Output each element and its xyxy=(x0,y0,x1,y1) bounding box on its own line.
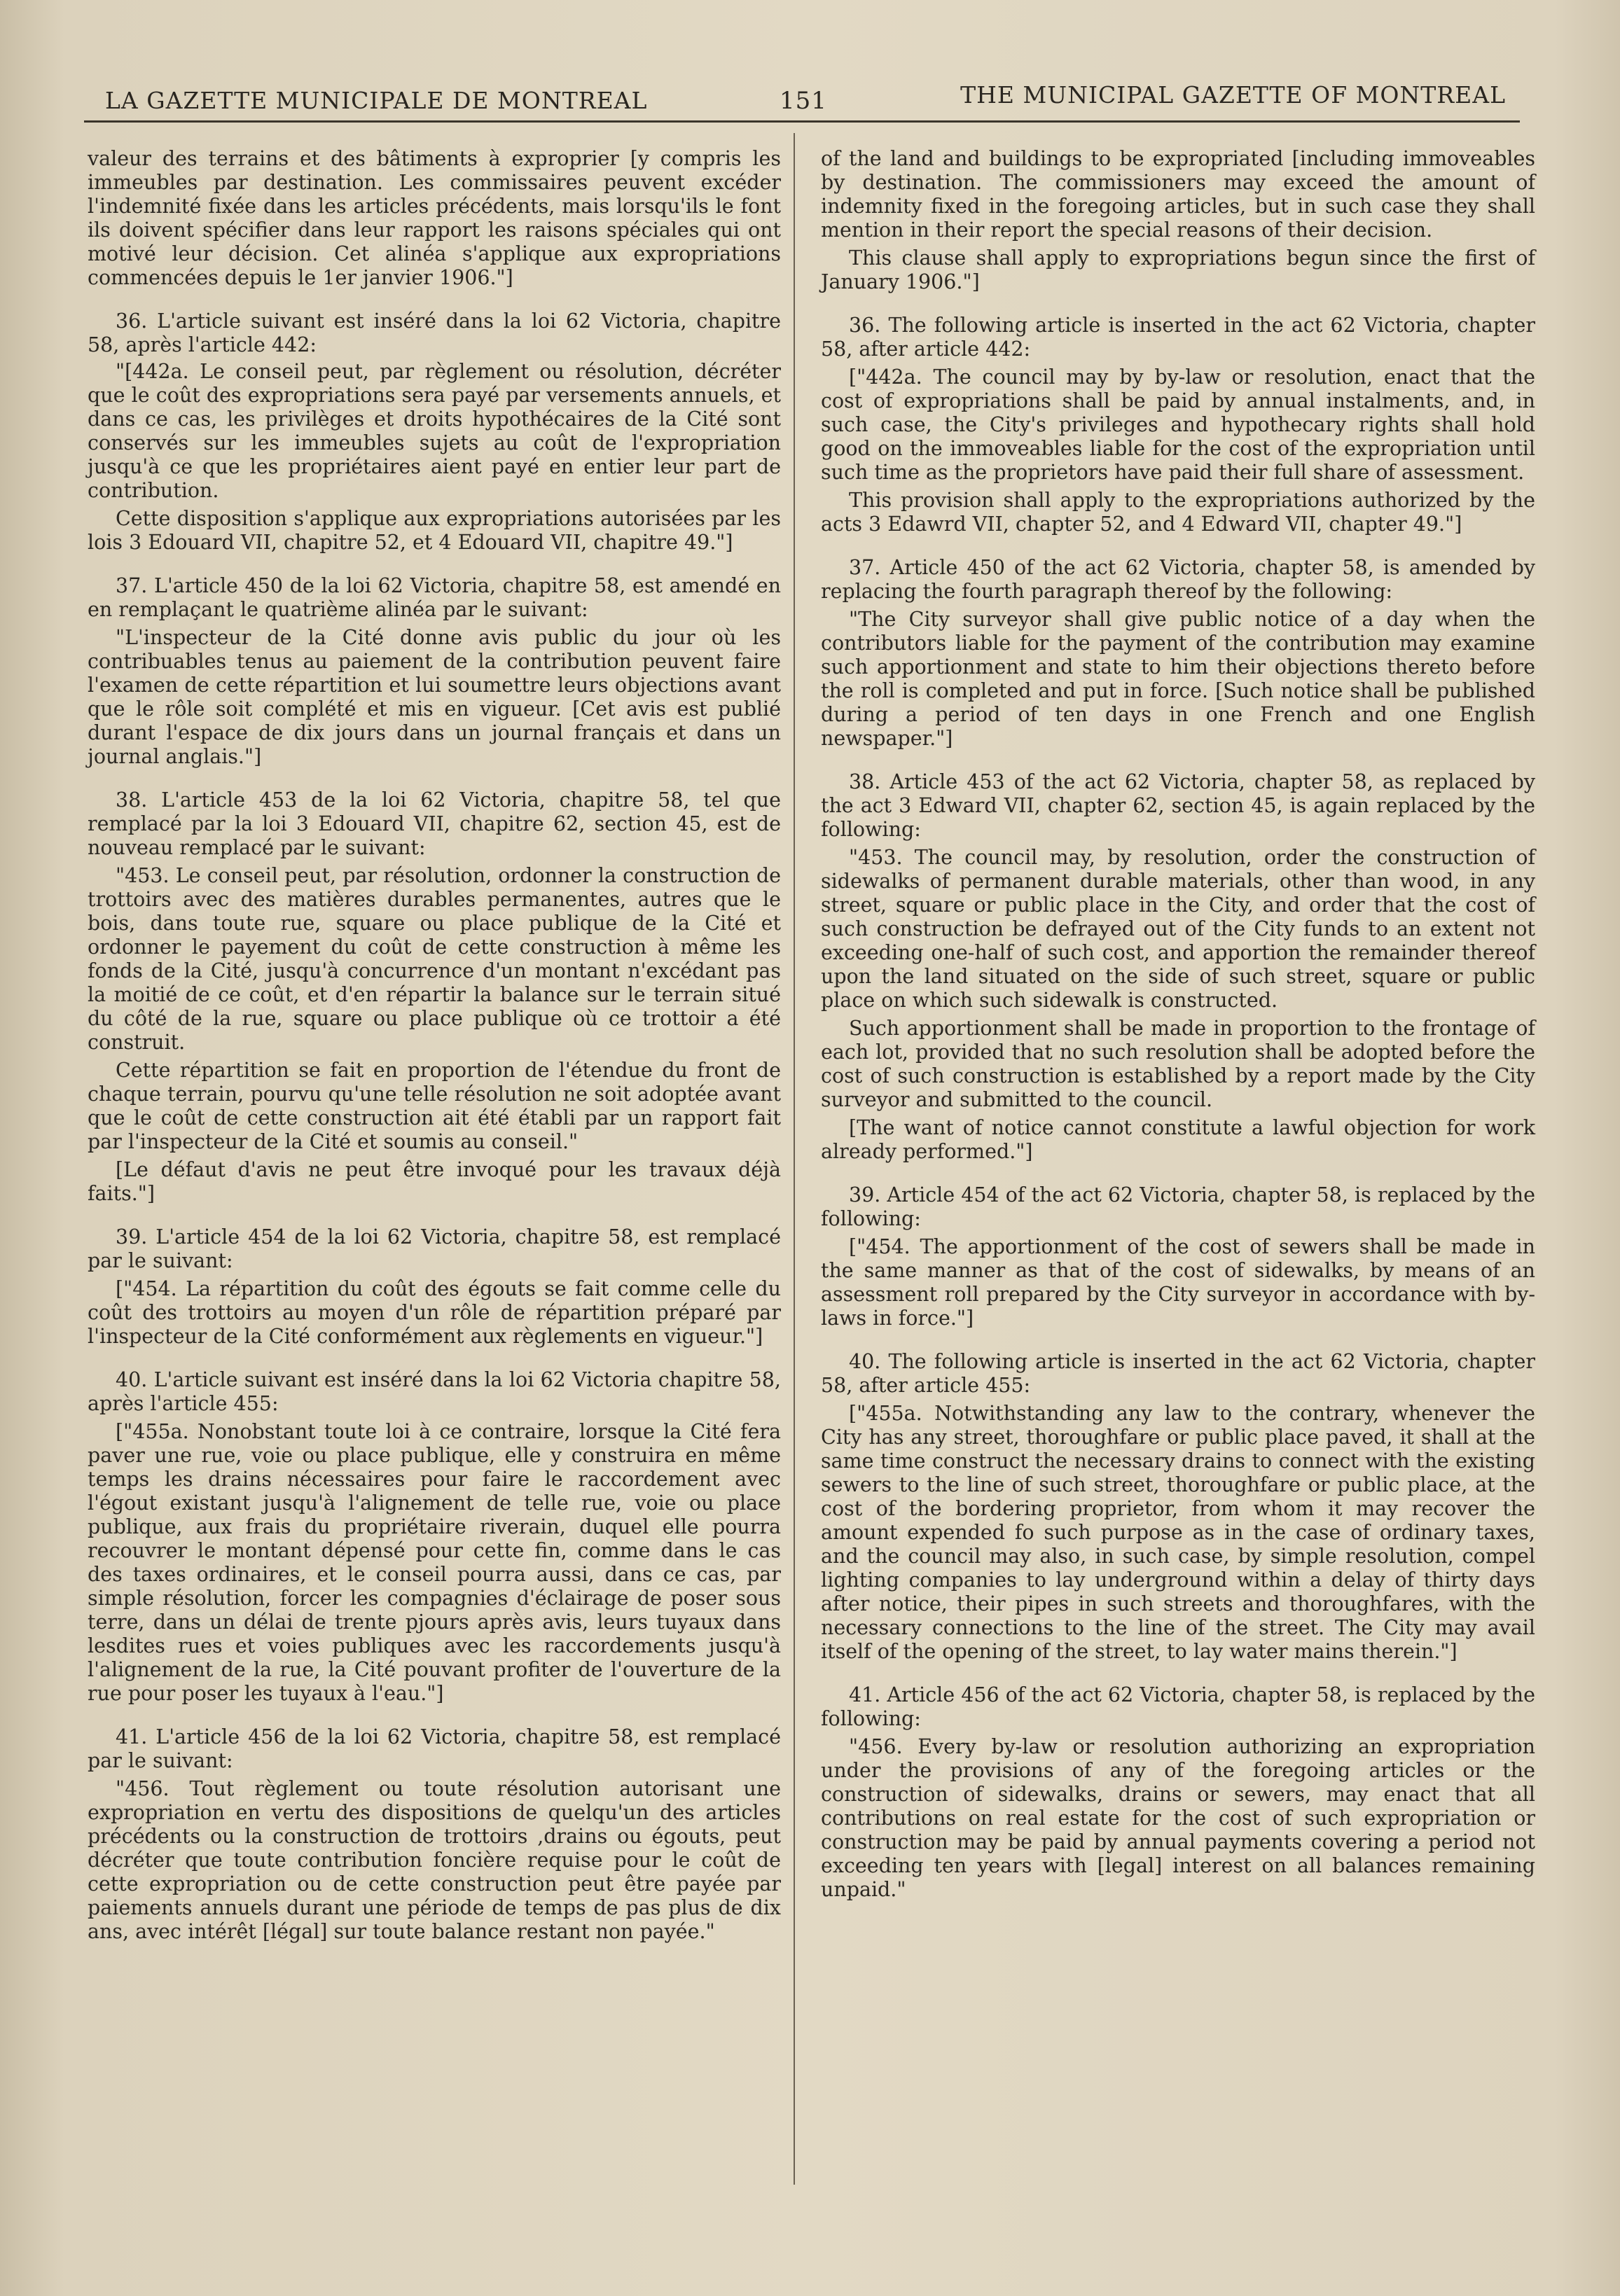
french-column xyxy=(88,147,781,1963)
english-paragraph: ["455a. Notwithstanding any law to the contrary, whenever the City has any street, thoroughfare or public place paved, it shall at the same time construct the necessary drains to connect with the existing sewers to the line of such street, thoroughfare or public place, at the cost of the bordering proprietor, from whom it may recover the amount expended fo such purpose as in the case of ordinary taxes, and the council may also, in such case, by simple resolution, compel lighting companies to lay underground within a delay of thirty days after notice, their pipes in such streets and thoroughfares, with the necessary connections to the line of the street. The City may avail itself of the opening of the street, to lay water mains therein."] xyxy=(821,1402,1535,1663)
french-paragraph: ["454. La répartition du coût des égouts se fait comme celle du coût des trottoirs au moyen d'un rôle de répartition préparé par l'inspecteur de la Cité conformément aux règlements en vigueur."] xyxy=(88,1277,781,1348)
column-divider xyxy=(794,133,795,2185)
french-paragraph: "453. Le conseil peut, par résolution, ordonner la construction de trottoirs avec des matières durables permanentes, autres que le bois, dans toute rue, square ou place publique de la Cité et ordonner le payement du coût de cette construction à même les fonds de la Cité, jusqu'à concurrence d'un montant n'excédant pas la moitié de ce coût, et d'en répartir la balance sur le terrain situé du côté de la rue, square ou place publique où ce trottoir a été construit. xyxy=(88,864,781,1054)
header-french-title: LA GAZETTE MUNICIPALE DE MONTREAL xyxy=(105,87,648,114)
english-paragraph: [The want of notice cannot constitute a lawful objection for work already performed."] xyxy=(821,1116,1535,1163)
english-paragraph: This provision shall apply to the expropriations authorized by the acts 3 Edawrd VII, chapter 52, and 4 Edward VII, chapter 49."] xyxy=(821,489,1535,536)
english-paragraph: ["454. The apportionment of the cost of sewers shall be made in the same manner as that of the cost of sidewalks, by means of an assessment roll prepared by the City surveyor in accordance with by-laws in force."] xyxy=(821,1235,1535,1330)
french-section-38: 38. L'article 453 de la loi 62 Victoria, chapitre 58, tel que remplacé par la loi 3 Edouard VII, chapitre 62, section 45, est de nouveau remplacé par le suivant: xyxy=(88,788,781,859)
french-paragraph: "L'inspecteur de la Cité donne avis public du jour où les contribuables tenus au paiement de la contribution peuvent faire l'examen de cette répartition et lui soumettre leurs objections avant que le rôle soit complété et mis en vigueur. [Cet avis est publié durant l'espace de dix jours dans un journal français et dans un journal anglais."] xyxy=(88,626,781,768)
header-english-title: THE MUNICIPAL GAZETTE OF MONTREAL xyxy=(960,81,1506,109)
english-paragraph: "453. The council may, by resolution, order the construction of sidewalks of permanent durable materials, other than wood, in any street, square or public place in the City, and order that the cost of such construction be defrayed out of the City funds to an extent not exceeding one-half of such cost, and apportion the remainder thereof upon the land situated on the side of such street, square or public place on which such sidewalk is constructed. xyxy=(821,846,1535,1012)
english-section-41: 41. Article 456 of the act 62 Victoria, chapter 58, is replaced by the following: xyxy=(821,1683,1535,1730)
french-paragraph: valeur des terrains et des bâtiments à exproprier [y compris les immeubles par destination. Les commissaires peuvent excéder l'indemnité fixée dans les articles précédents, mais lorsqu'ils le font ils doivent spécifier dans leur rapport les raisons spéciales qui ont motivé leur décision. Cet alinéa s'applique aux expropriations commencées depuis le 1er janvier 1906."] xyxy=(88,147,781,289)
french-paragraph: "456. Tout règlement ou toute résolution autorisant une expropriation en vertu des dispositions de quelqu'un des articles précédents ou la construction de trottoirs ,drains ou égouts, peut décréter que toute contribution foncière requise pour le coût de cette expropriation ou de cette construction peut être payée par paiements annuels durant une période de temps de pas plus de dix ans, avec intérêt [légal] sur toute balance restant non payée." xyxy=(88,1777,781,1943)
page-number: 151 xyxy=(780,87,827,115)
english-section-40: 40. The following article is inserted in the act 62 Victoria, chapter 58, after article 455: xyxy=(821,1350,1535,1397)
english-column xyxy=(821,147,1535,1921)
english-section-39: 39. Article 454 of the act 62 Victoria, chapter 58, is replaced by the following: xyxy=(821,1183,1535,1230)
header-rule xyxy=(84,120,1520,123)
english-section-38: 38. Article 453 of the act 62 Victoria, chapter 58, as replaced by the act 3 Edward VII, chapter 62, section 45, is again replaced by the following: xyxy=(821,770,1535,841)
english-paragraph: "The City surveyor shall give public notice of a day when the contributors liable for the payment of the contribution may examine such apportionment and state to him their objections thereto before the roll is completed and put in force. [Such notice shall be published during a period of ten days in one French and one English newspaper."] xyxy=(821,608,1535,750)
english-paragraph: of the land and buildings to be expropriated [including immoveables by destination. The commissioners may exceed the amount of indemnity fixed in the foregoing articles, but in such case they shall mention in their report the special reasons of their decision. xyxy=(821,147,1535,242)
french-paragraph: "[442a. Le conseil peut, par règlement ou résolution, décréter que le coût des expropriations sera payé par versements annuels, et dans ce cas, les privilèges et droits hypothécaires de la Cité sont conservés sur les immeubles sujets au coût de l'expropriation jusqu'à ce que les propriétaires aient payé en entier leur part de contribution. xyxy=(88,360,781,502)
english-paragraph: Such apportionment shall be made in proportion to the frontage of each lot, provided that no such resolution shall be adopted before the cost of such construction is established by a report made by the City surveyor and submitted to the council. xyxy=(821,1017,1535,1111)
page-header xyxy=(105,78,1506,120)
english-section-37: 37. Article 450 of the act 62 Victoria, chapter 58, is amended by replacing the fourth paragraph thereof by the following: xyxy=(821,556,1535,603)
french-section-41: 41. L'article 456 de la loi 62 Victoria, chapitre 58, est remplacé par le suivant: xyxy=(88,1725,781,1772)
english-paragraph: ["442a. The council may by by-law or resolution, enact that the cost of expropriations shall be paid by annual instalments, and, in such case, the City's privileges and hypothecary rights shall hold good on the immoveables liable for the cost of the expropriation until such time as the proprietors have paid their full share of assessment. xyxy=(821,366,1535,484)
french-paragraph: [Le défaut d'avis ne peut être invoqué pour les travaux déjà faits."] xyxy=(88,1158,781,1205)
english-paragraph: "456. Every by-law or resolution authorizing an expropriation under the provisions of any of the foregoing articles or the construction of sidewalks, drains or sewers, may enact that all contributions on real estate for the cost of such expropriation or construction may be paid by annual payments covering a period not exceeding ten years with [legal] interest on all balances remaining unpaid." xyxy=(821,1735,1535,1901)
french-section-40: 40. L'article suivant est inséré dans la loi 62 Victoria chapitre 58, après l'article 455: xyxy=(88,1368,781,1415)
french-paragraph: Cette répartition se fait en proportion de l'étendue du front de chaque terrain, pourvu qu'une telle résolution ne soit adoptée avant que le coût de cette construction ait été établi par un rapport fait par l'inspecteur de la Cité et soumis au conseil." xyxy=(88,1059,781,1153)
french-section-37: 37. L'article 450 de la loi 62 Victoria, chapitre 58, est amendé en en remplaçant le quatrième alinéa par le suivant: xyxy=(88,574,781,621)
french-section-39: 39. L'article 454 de la loi 62 Victoria, chapitre 58, est remplacé par le suivant: xyxy=(88,1225,781,1272)
english-section-36: 36. The following article is inserted in the act 62 Victoria, chapter 58, after article 442: xyxy=(821,314,1535,361)
french-paragraph: ["455a. Nonobstant toute loi à ce contraire, lorsque la Cité fera paver une rue, voie ou place publique, elle y construira en même temps les drains nécessaires pour faire le raccordement avec l'égout existant jusqu'à l'alignement de telle rue, voie ou place publique, aux frais du propriétaire riverain, duquel elle pourra recouvrer le montant dépensé pour cette fin, comme dans le cas des taxes ordinaires, et le conseil pourra aussi, dans ce cas, par simple résolution, forcer les compagnies d'éclairage de poser sous terre, dans un délai de trente pjours après avis, leurs tuyaux dans lesdites rues et voies publiques avec les raccordements jusqu'à l'alignement de la rue, la Cité pouvant profiter de l'ouverture de la rue pour poser les tuyaux à l'eau."] xyxy=(88,1420,781,1705)
french-section-36: 36. L'article suivant est inséré dans la loi 62 Victoria, chapitre 58, après l'article 442: xyxy=(88,309,781,356)
french-paragraph: Cette disposition s'applique aux expropriations autorisées par les lois 3 Edouard VII, chapitre 52, et 4 Edouard VII, chapitre 49."] xyxy=(88,507,781,554)
english-paragraph: This clause shall apply to expropriations begun since the first of January 1906."] xyxy=(821,246,1535,293)
